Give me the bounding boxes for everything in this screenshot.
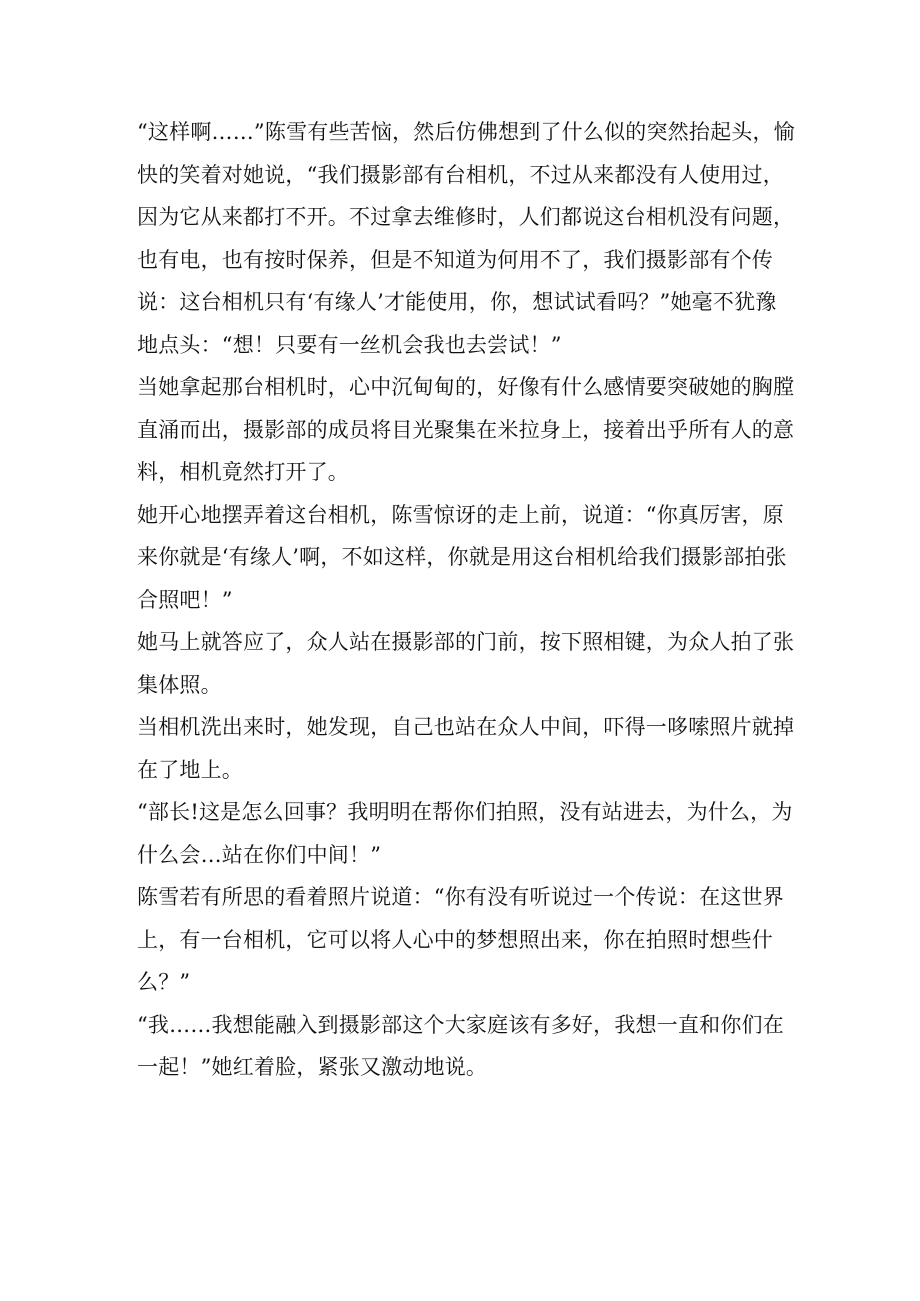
paragraph-4: 她马上就答应了，众人站在摄影部的门前，按下照相键，为众人拍了张集体照。	[137, 630, 795, 697]
paragraph-1: “这样啊……”陈雪有些苦恼，然后仿佛想到了什么似的突然抬起头，愉快的笑着对她说，“我们摄影部有台相机，不过从来都没有人使用过，因为它从来都打不开。不过拿去维修时，人们都说这台相机没有问题，也有电，也有按时保养，但是不知道为何用不了，我们摄影部有个传说：这台相机只有‘有缘人’才能使用，你，想试试看吗？”她毫不犹豫地点头：“想！只要有一丝机会我也去尝试！”	[137, 120, 795, 357]
paragraph-2: 当她拿起那台相机时，心中沉甸甸的，好像有什么感情要突破她的胸膛直涌而出，摄影部的成员将目光聚集在米拉身上，接着出乎所有人的意料，相机竟然打开了。	[137, 375, 795, 484]
paragraph-5: 当相机洗出来时，她发现，自己也站在众人中间，吓得一哆嗦照片就掉在了地上。	[137, 715, 795, 782]
paragraph-8: “我……我想能融入到摄影部这个大家庭该有多好，我想一直和你们在一起！”她红着脸，紧张又激动地说。	[137, 1012, 784, 1079]
paragraph-3: 她开心地摆弄着这台相机，陈雪惊讶的走上前，说道：“你真厉害，原来你就是‘有缘人’啊，不如这样，你就是用这台相机给我们摄影部拍张合照吧！”	[137, 502, 787, 612]
paragraph-6: “部长!这是怎么回事？我明明在帮你们拍照，没有站进去，为什么，为什么会…站在你们中间！”	[137, 800, 793, 867]
paragraph-7: 陈雪若有所思的看着照片说道：“你有没有听说过一个传说：在这世界上，有一台相机，它可以将人心中的梦想照出来，你在拍照时想些什么？”	[137, 885, 784, 994]
story-text	[137, 111, 797, 1089]
